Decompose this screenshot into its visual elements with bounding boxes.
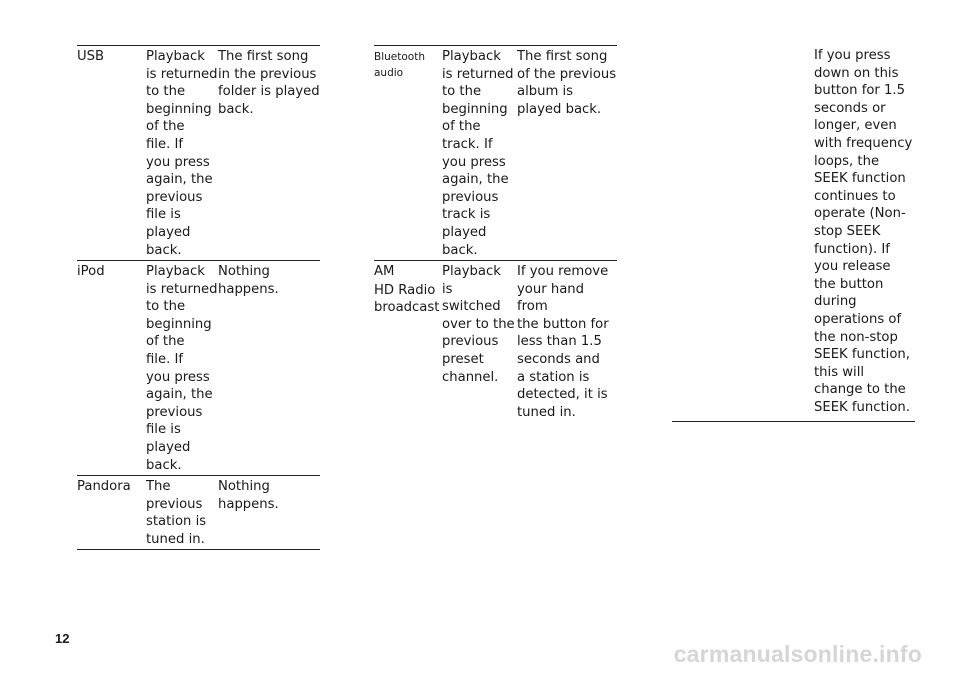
source-line: audio	[374, 67, 404, 79]
cell-line: Playback	[146, 49, 205, 64]
page-number: 12	[55, 631, 70, 646]
cell-line: station is	[146, 514, 207, 530]
left-table	[77, 45, 320, 550]
cell-line: previous	[146, 189, 203, 205]
result-cell	[218, 261, 279, 298]
cell-line: previous	[146, 496, 203, 512]
cell-line: is	[442, 281, 453, 297]
result-cell	[218, 46, 320, 118]
cell-line: Playback	[442, 49, 501, 64]
source-cell	[77, 476, 131, 496]
cell-line: tuned in.	[517, 404, 576, 420]
cell-line: beginning	[146, 316, 212, 332]
cell-line: SEEK function	[814, 171, 906, 187]
cell-line: of the	[146, 119, 185, 135]
cell-line: back.	[442, 242, 478, 258]
result-cell	[517, 261, 617, 421]
cell-line: track is	[442, 207, 491, 223]
cell-line: is returned	[442, 66, 514, 82]
cell-line: is returned	[146, 66, 218, 82]
cell-line: with frequency	[814, 135, 913, 151]
cell-line: previous	[442, 334, 499, 350]
cell-line: you press	[442, 154, 506, 170]
source-line: HD Radio	[374, 282, 436, 298]
cell-line: again, the	[146, 387, 213, 403]
cell-line: SEEK function.	[814, 399, 910, 415]
cell-line: continues to	[814, 188, 896, 204]
cell-line: file. If	[146, 351, 183, 367]
cell-line: Nothing	[218, 479, 270, 494]
operation-cell	[146, 476, 206, 548]
result-cell	[517, 46, 616, 118]
source-cell	[77, 261, 105, 281]
cell-line: of the	[442, 119, 481, 135]
operation-cell	[442, 46, 514, 259]
cell-line: back.	[146, 242, 182, 258]
source-line: iPod	[77, 264, 105, 279]
cell-line: less than 1.5	[517, 334, 602, 350]
cell-line: button for 1.5	[814, 83, 905, 99]
cell-line: file is	[146, 207, 181, 223]
cell-line: is returned	[146, 281, 218, 297]
cell-line: the button	[814, 276, 884, 292]
cell-line: played	[146, 439, 191, 455]
cell-line: this will	[814, 364, 865, 380]
cell-line: album is	[517, 84, 574, 100]
cell-line: to the	[146, 84, 186, 100]
cell-line: you press	[146, 154, 210, 170]
cell-line: back.	[218, 101, 254, 117]
cell-line: played	[146, 224, 191, 240]
cell-line: tuned in.	[146, 531, 205, 547]
cell-line: beginning	[442, 101, 508, 117]
cell-line: file. If	[146, 136, 183, 152]
cell-line: operate (Non-	[814, 206, 906, 222]
cell-line: function). If	[814, 241, 890, 257]
operation-cell	[146, 261, 218, 474]
cell-line: switched	[442, 299, 501, 315]
cell-line: played	[442, 224, 487, 240]
source-cell	[77, 46, 104, 66]
cell-line: previous	[442, 189, 499, 205]
cell-line: Playback	[442, 264, 501, 279]
cell-line: of the	[146, 334, 185, 350]
cell-line: again, the	[442, 172, 509, 188]
cell-line: change to the	[814, 382, 906, 398]
cell-line: you press	[146, 369, 210, 385]
cell-line: stop SEEK	[814, 223, 881, 239]
cell-line: preset	[442, 351, 484, 367]
cell-line: again, the	[146, 172, 213, 188]
cell-line: track. If	[442, 136, 493, 152]
cell-line: over to the	[442, 316, 515, 332]
source-line: broadcast	[374, 300, 440, 316]
cell-line: channel.	[442, 369, 499, 385]
cell-line: previous	[146, 404, 203, 420]
cell-line: your hand from	[517, 281, 585, 315]
table-row-usb	[77, 45, 320, 261]
source-cell	[374, 261, 439, 317]
cell-line: happens.	[218, 281, 279, 297]
cell-line: to the	[146, 299, 186, 315]
cell-line: The first song	[517, 49, 608, 64]
cell-line: If you press	[814, 48, 891, 63]
cell-line: SEEK function,	[814, 347, 910, 363]
cell-line: in the previous	[218, 66, 317, 82]
cell-line: back.	[146, 457, 182, 473]
cell-line: seconds and	[517, 351, 600, 367]
cell-line: played back.	[517, 101, 602, 117]
cell-line: Nothing	[218, 264, 270, 279]
result-cell	[218, 476, 279, 513]
table-row-ipod	[77, 261, 320, 476]
cell-line: operations of	[814, 311, 902, 327]
cell-line: seconds or	[814, 100, 886, 116]
cell-line: of the previous	[517, 66, 617, 82]
middle-table	[374, 45, 617, 420]
table-row-bluetooth-audio	[374, 45, 617, 261]
source-line: AM	[374, 264, 395, 279]
cell-line: file is	[146, 422, 181, 438]
continued-text-cell	[814, 45, 912, 416]
continued-row	[672, 45, 915, 422]
cell-line: the non-stop	[814, 329, 898, 345]
operation-cell	[442, 261, 515, 386]
cell-line: folder is played	[218, 84, 320, 100]
source-line: Pandora	[77, 479, 131, 494]
cell-line: The first song	[218, 49, 309, 64]
right-continuation	[672, 45, 915, 422]
cell-line: longer, even	[814, 118, 897, 134]
source-line: Bluetooth	[374, 51, 425, 63]
cell-line: a station is	[517, 369, 590, 385]
cell-line: you release	[814, 259, 891, 275]
operation-cell	[146, 46, 218, 259]
cell-line: happens.	[218, 496, 279, 512]
source-line: USB	[77, 49, 105, 64]
cell-line: down on this	[814, 65, 899, 81]
cell-line: the button for	[517, 316, 609, 332]
cell-line: detected, it is	[517, 387, 608, 403]
cell-line: loops, the	[814, 153, 880, 169]
cell-line: beginning	[146, 101, 212, 117]
cell-line: If you remove	[517, 264, 609, 279]
watermark: carmanualsonline.info	[673, 641, 922, 667]
cell-line: during	[814, 294, 857, 310]
source-cell	[374, 46, 425, 80]
cell-line: The	[146, 479, 171, 494]
cell-line: Playback	[146, 264, 205, 279]
cell-line: to the	[442, 84, 482, 100]
table-row-pandora	[77, 476, 320, 550]
